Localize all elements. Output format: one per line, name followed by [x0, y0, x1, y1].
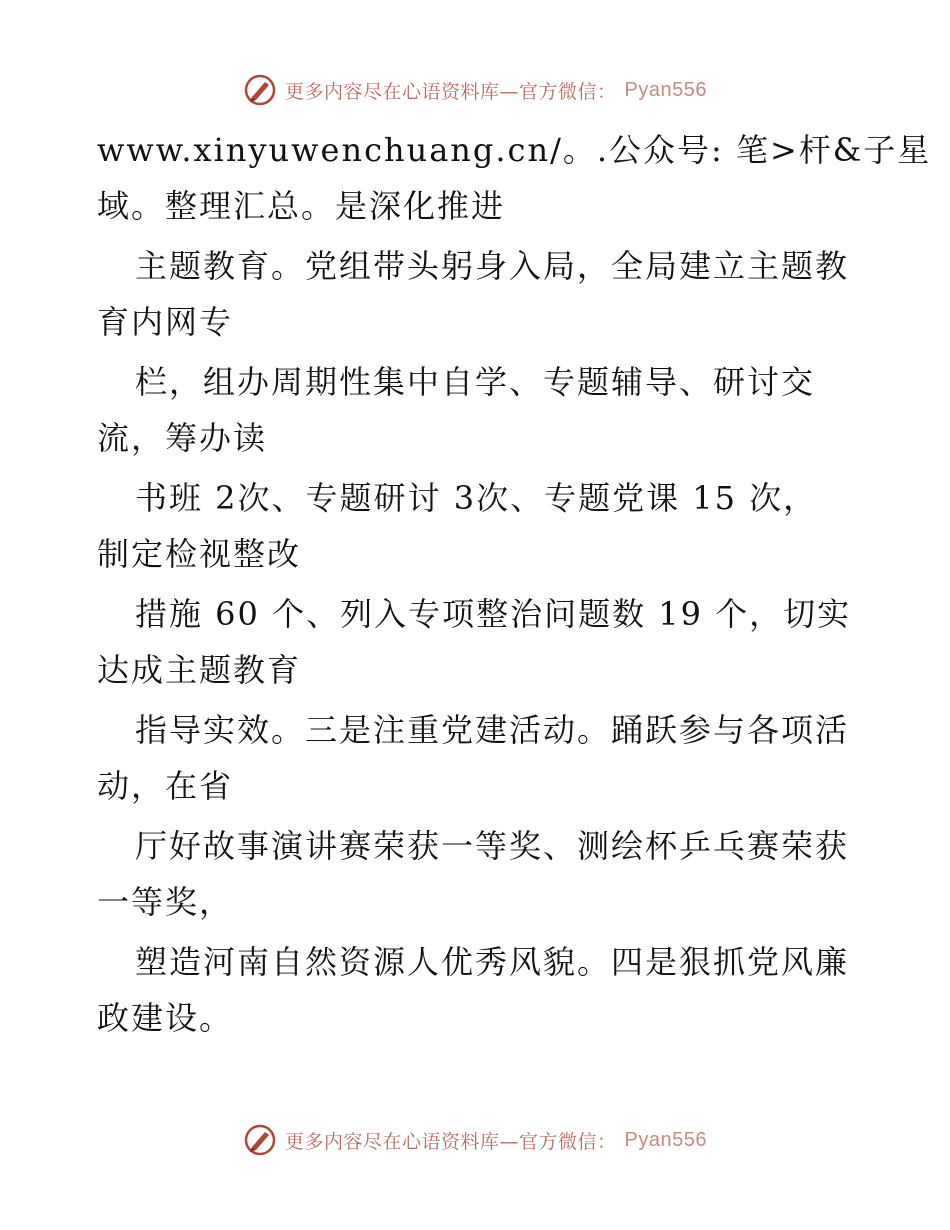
text-line: 域。整理汇总。是深化推进: [97, 187, 506, 225]
text-line: 流，筹办读: [97, 419, 268, 457]
footer-banner-text: 更多内容尽在心语资料库—官方微信：: [285, 1130, 617, 1153]
text-line: 书班 2次、专题研讨 3次、专题党课 15 次，: [135, 479, 818, 517]
pen-logo-icon: [243, 73, 277, 107]
text-line: 厅好故事演讲赛荣获一等奖、测绘杯乒乓赛荣获: [135, 827, 850, 865]
footer-banner: [0, 1120, 950, 1160]
text-line: 达成主题教育: [97, 651, 302, 689]
text-line: 政建设。: [97, 999, 234, 1037]
text-line: 制定检视整改: [97, 535, 302, 573]
header-banner-text: 更多内容尽在心语资料库—官方微信：: [285, 80, 617, 103]
pen-logo-icon: [243, 1123, 277, 1157]
text-line: 栏，组办周期性集中自学、专题辅导、研讨交: [135, 363, 816, 401]
text-line: 措施 60 个、列入专项整治问题数 19 个，切实: [135, 595, 852, 633]
text-line: 主题教育。党组带头躬身入局，全局建立主题教: [135, 247, 850, 285]
text-line: 一等奖，: [97, 883, 234, 921]
text-line: www.xinyuwenchuang.cn/。.公众号: 笔>杆&子星: [97, 131, 932, 169]
text-line: 育内网专: [97, 303, 234, 341]
text-line: 指导实效。三是注重党建活动。踊跃参与各项活: [135, 711, 850, 749]
footer-banner-id: Pyan556: [624, 1128, 707, 1151]
header-banner-id: Pyan556: [624, 78, 707, 101]
header-banner: [0, 70, 950, 110]
text-line: 塑造河南自然资源人优秀风貌。四是狠抓党风廉: [135, 943, 850, 981]
text-line: 动，在省: [97, 767, 234, 805]
